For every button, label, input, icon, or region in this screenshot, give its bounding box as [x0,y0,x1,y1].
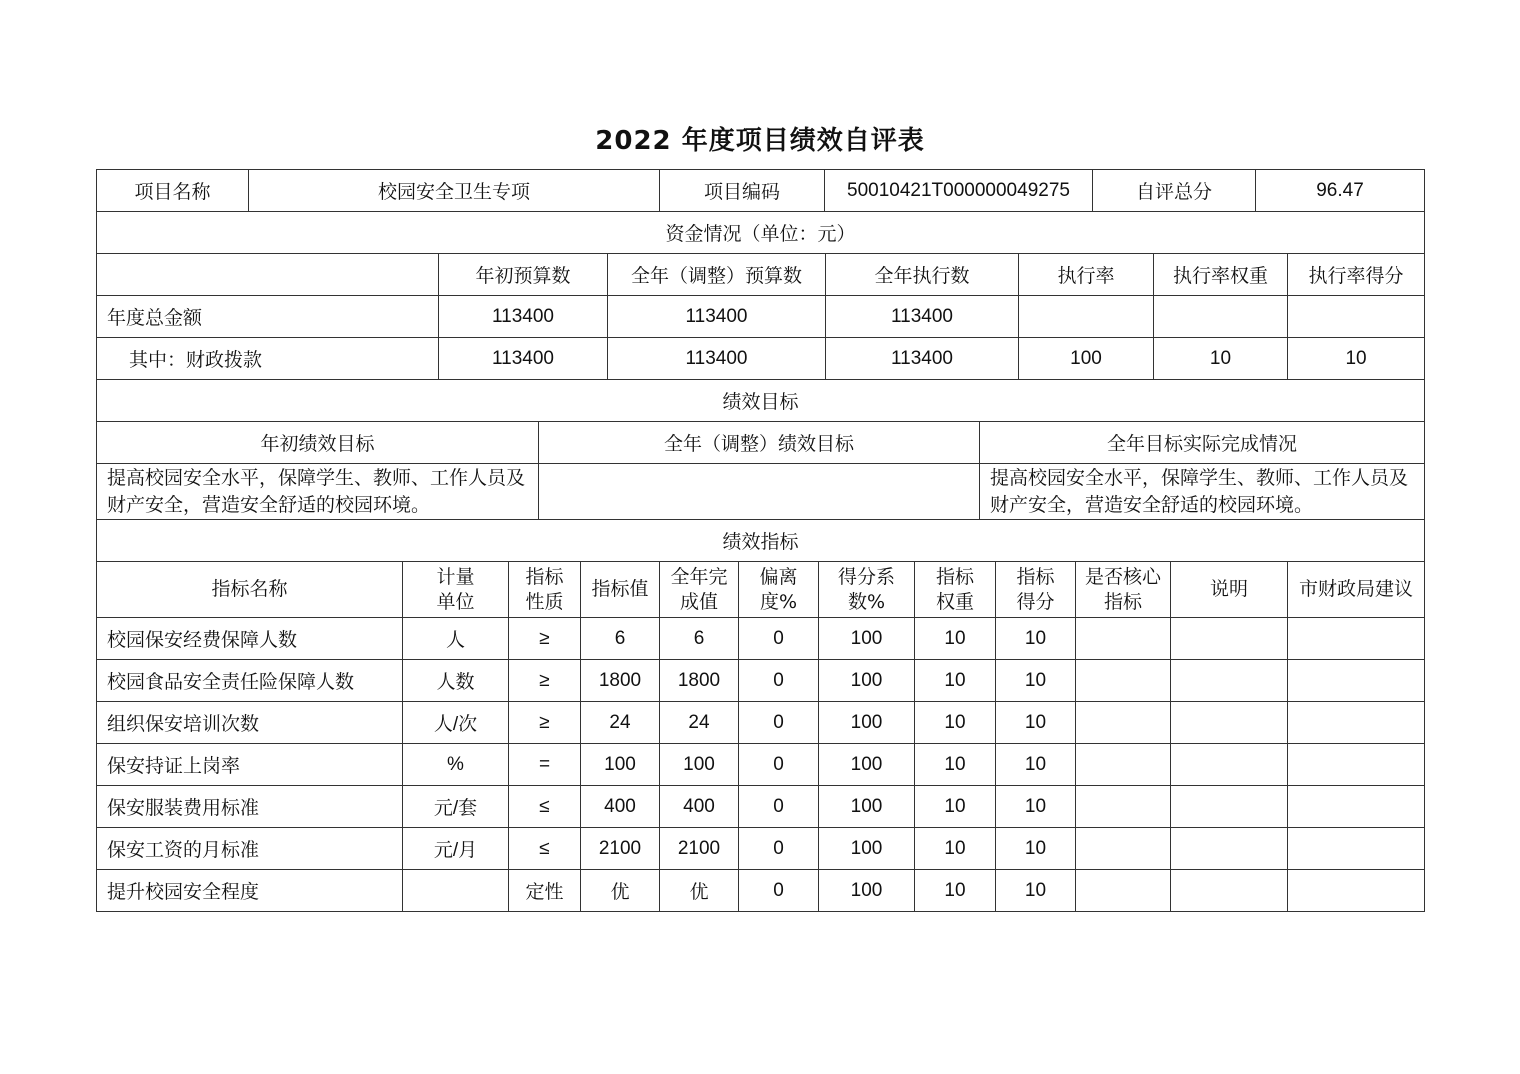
funds-cell: 113400 [608,338,826,380]
indicator-row [97,660,1425,702]
funds-cell: 10 [1154,338,1288,380]
funds-cell: 113400 [826,338,1019,380]
funds-cell: 100 [1019,338,1154,380]
funds-header: 年初预算数 [439,254,608,296]
indicator-cell [1288,870,1425,912]
indicator-cell [1288,660,1425,702]
funds-cell: 113400 [826,296,1019,338]
project-code-label: 项目编码 [660,170,825,212]
goals-header: 全年目标实际完成情况 [980,422,1425,464]
funds-section-title: 资金情况（单位：元） [97,212,1425,254]
funds-cell [1288,296,1425,338]
indicator-cell: 0 [739,828,819,870]
indicator-cell: 10 [915,702,996,744]
funds-cell: 113400 [608,296,826,338]
funds-header: 全年（调整）预算数 [608,254,826,296]
indicators-section-title: 绩效指标 [97,520,1425,562]
funds-header-row [97,254,1425,296]
indicator-name: 保安工资的月标准 [97,828,403,870]
indicator-cell [1288,828,1425,870]
indicator-cell [1076,744,1171,786]
indicator-name: 保安持证上岗率 [97,744,403,786]
indicator-cell: 100 [819,744,915,786]
goal-adjusted-text [539,464,980,520]
indicator-cell [403,870,509,912]
indicator-cell: 100 [819,702,915,744]
indicator-cell [1288,618,1425,660]
indicator-cell: 10 [996,702,1076,744]
indicator-name: 校园食品安全责任险保障人数 [97,660,403,702]
goals-table [96,379,1425,520]
funds-header-blank [97,254,439,296]
funds-row-total [97,296,1425,338]
indicator-cell [1076,660,1171,702]
indicator-body [97,618,1425,912]
indicator-cell: 定性 [509,870,581,912]
funds-cell [1019,296,1154,338]
indicator-cell: 24 [581,702,660,744]
indicator-cell: 元/月 [403,828,509,870]
indicator-cell: 0 [739,618,819,660]
indicator-cell [1076,702,1171,744]
project-info-row [97,170,1425,212]
indicator-cell: 2100 [581,828,660,870]
indicator-row [97,786,1425,828]
indicator-cell: 6 [581,618,660,660]
indicator-cell: 6 [660,618,739,660]
total-score-label: 自评总分 [1093,170,1256,212]
funds-table [96,211,1425,380]
indicator-cell [1288,744,1425,786]
project-info-table [96,169,1425,212]
indicator-header: 得分系数% [819,562,915,618]
project-name-value: 校园安全卫生专项 [249,170,660,212]
indicator-header: 是否核心指标 [1076,562,1171,618]
goal-actual-text: 提高校园安全水平，保障学生、教师、工作人员及财产安全，营造安全舒适的校园环境。 [980,464,1425,520]
indicator-cell [1171,870,1288,912]
indicators-header-row [97,562,1425,618]
indicator-cell [1171,744,1288,786]
indicator-cell: 10 [915,618,996,660]
indicator-cell: 10 [915,828,996,870]
indicator-header: 偏离度% [739,562,819,618]
funds-row-label: 年度总金额 [97,296,439,338]
indicator-cell: 人数 [403,660,509,702]
indicator-header: 计量单位 [403,562,509,618]
indicator-cell: ≤ [509,786,581,828]
indicator-header: 全年完成值 [660,562,739,618]
indicator-cell: ≥ [509,702,581,744]
indicator-cell [1076,618,1171,660]
funds-cell: 10 [1288,338,1425,380]
funds-header: 全年执行数 [826,254,1019,296]
funds-header: 执行率得分 [1288,254,1425,296]
indicator-cell [1288,786,1425,828]
indicator-cell: 人 [403,618,509,660]
indicator-cell: 10 [996,660,1076,702]
indicator-cell: 100 [819,828,915,870]
indicator-cell: 400 [581,786,660,828]
indicator-cell: 10 [996,828,1076,870]
project-name-label: 项目名称 [97,170,249,212]
indicator-cell: 24 [660,702,739,744]
page-title: 2022 年度项目绩效自评表 [595,126,925,156]
indicator-cell [1171,618,1288,660]
indicator-row [97,702,1425,744]
indicator-cell [1076,828,1171,870]
indicator-cell: 100 [819,618,915,660]
indicator-name: 组织保安培训次数 [97,702,403,744]
indicator-cell: ≥ [509,660,581,702]
indicator-cell: 10 [915,870,996,912]
indicator-cell: 元/套 [403,786,509,828]
indicator-name: 校园保安经费保障人数 [97,618,403,660]
goals-header-row [97,422,1425,464]
indicator-cell: 10 [996,744,1076,786]
indicator-row [97,744,1425,786]
indicator-cell [1076,786,1171,828]
indicator-cell: 1800 [581,660,660,702]
funds-header: 执行率 [1019,254,1154,296]
indicator-header: 指标得分 [996,562,1076,618]
indicator-cell: 优 [581,870,660,912]
indicator-cell: 0 [739,702,819,744]
funds-cell: 113400 [439,296,608,338]
indicator-cell: 100 [819,786,915,828]
indicator-row [97,828,1425,870]
project-code-value: 50010421T000000049275 [825,170,1093,212]
goals-header: 全年（调整）绩效目标 [539,422,980,464]
indicator-cell: 1800 [660,660,739,702]
indicator-cell: 10 [996,870,1076,912]
indicator-cell [1171,660,1288,702]
indicator-cell: 100 [660,744,739,786]
evaluation-sheet [96,169,1424,912]
indicator-cell: 400 [660,786,739,828]
goals-value-row [97,464,1425,520]
indicator-cell: = [509,744,581,786]
indicator-cell: 0 [739,660,819,702]
funds-header: 执行率权重 [1154,254,1288,296]
indicator-cell: 10 [915,744,996,786]
indicator-cell [1171,702,1288,744]
indicator-header: 指标性质 [509,562,581,618]
indicator-header: 指标权重 [915,562,996,618]
indicator-cell [1171,828,1288,870]
indicator-cell: 10 [915,786,996,828]
goals-section-title: 绩效目标 [97,380,1425,422]
indicator-cell: ≥ [509,618,581,660]
funds-row-fiscal [97,338,1425,380]
indicator-cell [1076,870,1171,912]
indicator-cell: 100 [819,660,915,702]
indicator-cell: 0 [739,786,819,828]
indicator-cell: 10 [996,786,1076,828]
indicator-cell: 10 [996,618,1076,660]
indicator-row [97,618,1425,660]
indicator-cell: 0 [739,870,819,912]
indicator-name: 提升校园安全程度 [97,870,403,912]
funds-cell: 113400 [439,338,608,380]
indicator-header: 说明 [1171,562,1288,618]
funds-row-label: 其中：财政拨款 [97,338,439,380]
indicator-cell: 100 [819,870,915,912]
indicator-cell: % [403,744,509,786]
goals-header: 年初绩效目标 [97,422,539,464]
indicator-row [97,870,1425,912]
funds-cell [1154,296,1288,338]
indicator-cell: 人/次 [403,702,509,744]
indicator-cell: 100 [581,744,660,786]
total-score-value: 96.47 [1256,170,1425,212]
indicator-cell: 0 [739,744,819,786]
indicator-header: 市财政局建议 [1288,562,1425,618]
indicator-cell: 优 [660,870,739,912]
indicator-header: 指标值 [581,562,660,618]
indicator-cell: 10 [915,660,996,702]
indicator-name: 保安服装费用标准 [97,786,403,828]
indicator-header: 指标名称 [97,562,403,618]
indicators-table [96,519,1425,912]
indicator-cell [1288,702,1425,744]
indicator-cell: 2100 [660,828,739,870]
indicator-cell: ≤ [509,828,581,870]
goal-initial-text: 提高校园安全水平，保障学生、教师、工作人员及财产安全，营造安全舒适的校园环境。 [97,464,539,520]
indicator-cell [1171,786,1288,828]
